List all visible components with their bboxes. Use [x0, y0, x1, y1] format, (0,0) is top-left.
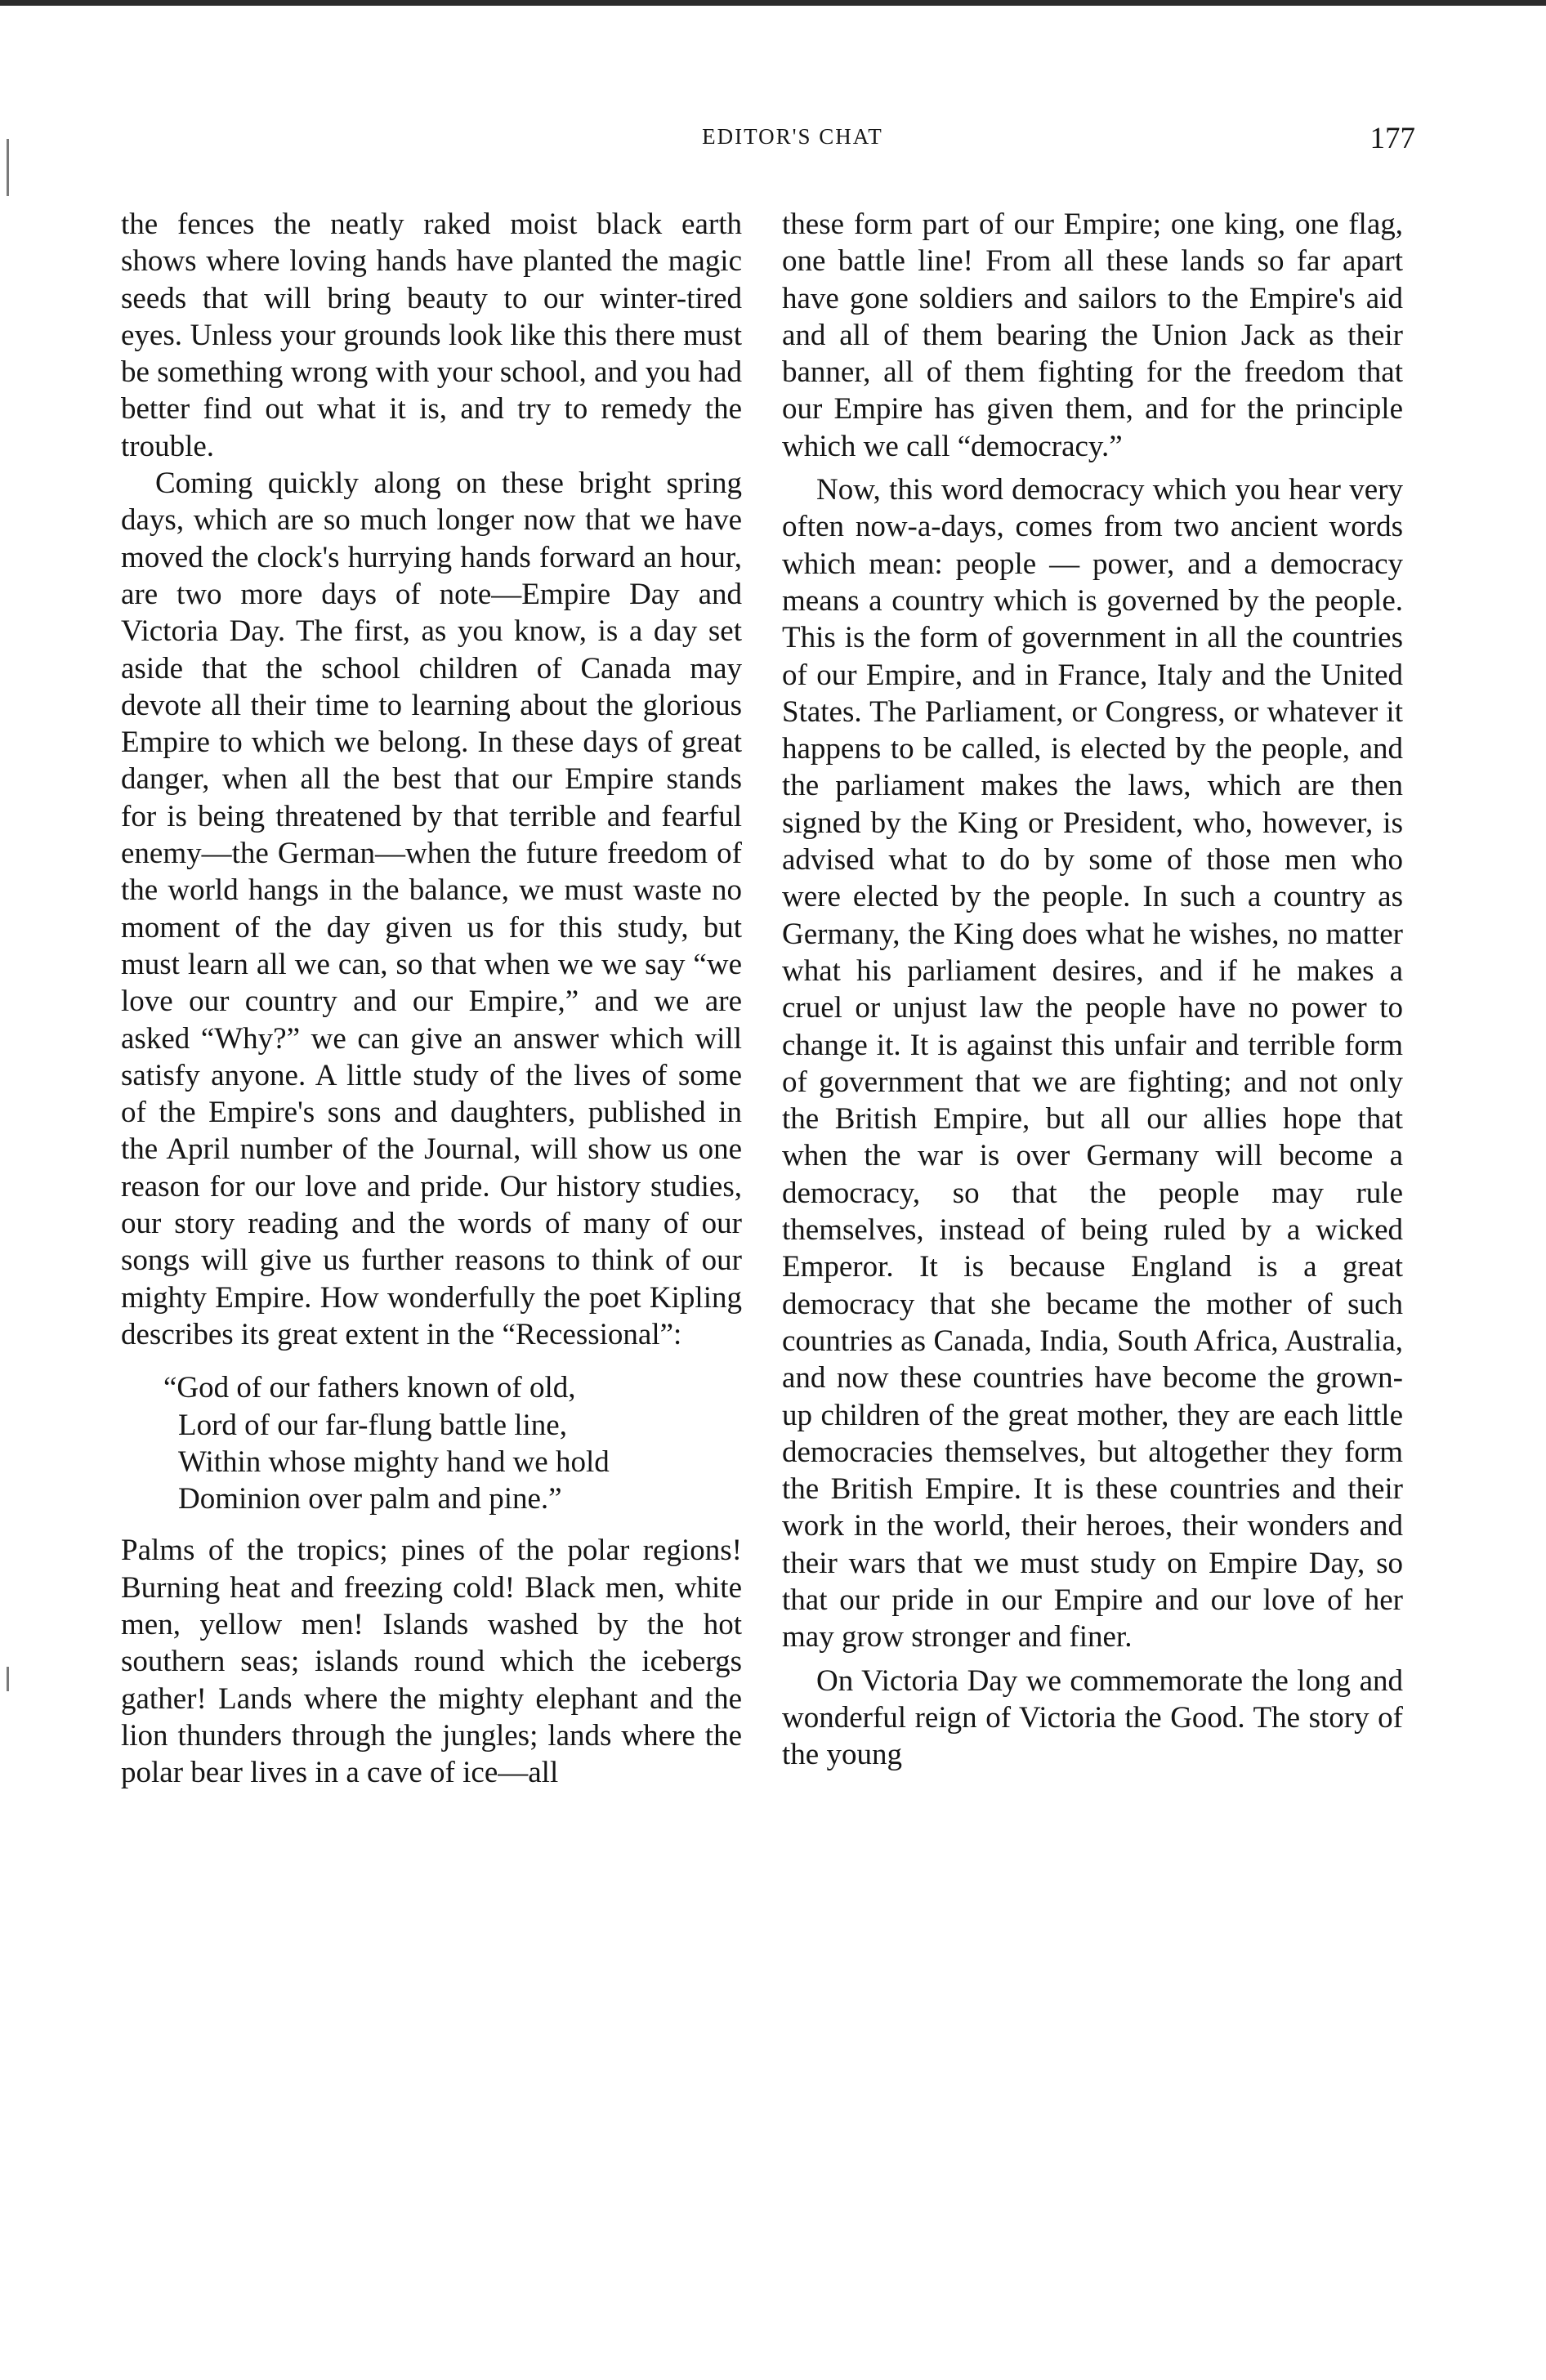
paragraph: Now, this word democracy which you hear very often now-a-days, comes from two ancient words which mean: people — power, and a democracy means a country which is governed by the people. This is the form of government in all the countries of our Empire, and in France, Italy and the United States. The Parliament, or Congress, or whatever it happens to be called, is elected by the people, and the parliament makes the laws, which are then signed by the King or President, who, however, is advised what to do by some of those men who were elected by the people. In such a country as Germany, the King does what he wishes, no matter what his parliament desires, and if he makes a cruel or unjust law the people have no power to change it. It is against this unfair and terrible form of government that we are fighting; and not only the British Empire, but all our allies hope that when the war is over Germany will become a democracy, so that the people may rule themselves, instead of being ruled by a wicked Emperor. It is because England is a great democracy that she became the mother of such countries as Canada, India, South Africa, Australia, and now these countries have become the grown-up children of the great mother, they are each little democracies themselves, but altogether they form the British Empire. It is these countries and their work in the world, their heroes, their wonders and their wars that we must study on Empire Day, so that our pride in our Empire and our love of her may grow stronger and finer. — [782, 473, 1403, 1654]
paragraph: Palms of the tropics; pines of the polar regions! Burning heat and freezing cold! Black men, white men, yellow men! Islands washed by the hot southern seas; islands round which the icebergs gather! Lands where the mighty elephant and the lion thunders through the jungles; lands where the polar bear lives in a cave of ice—all — [121, 1534, 742, 1790]
running-head: EDITOR'S CHAT — [702, 124, 883, 149]
poem-line: “God of our fathers known of old, — [163, 1371, 576, 1405]
top-border-rule — [0, 0, 1546, 6]
right-column — [782, 206, 1403, 1773]
scan-edge-mark — [7, 1667, 9, 1691]
paragraph: Coming quickly along on these bright spring days, which are so much longer now that we have moved the clock's hurrying hands forward an hour, are two more days of note—Empire Day and Victoria Day. The first, as you know, is a day set aside that the school children of Canada may devote all their time to learning about the glorious Empire to which we belong. In these days of great danger, when all the best that our Empire stands for is being threatened by that terrible and fearful enemy—the German—when the future freedom of the world hangs in the balance, we must waste no moment of the day given us for this study, but must learn all we can, so that when we we say “we love our country and our Empire,” and we are asked “Why?” we can give an answer which will satisfy anyone. A little study of the lives of some of the Empire's sons and daughters, published in the April number of the Journal, will show us one reason for our love and pride. Our history studies, our story reading and the words of many of our songs will give us further reasons to think of our mighty Empire. How wonderfully the poet Kipling describes its great extent in the “Recessional”: — [121, 467, 742, 1351]
page-number: 177 — [1370, 122, 1415, 155]
paragraph: these form part of our Empire; one king, one flag, one battle line! From all these lands so far apart have gone soldiers and sailors to the Empire's aid and all of them bearing the Union Jack as their banner, all of them fighting for the freedom that our Empire has given them, and for the principle which we call “democracy.” — [782, 208, 1403, 463]
paragraph: the fences the neatly raked moist black earth shows where loving hands have planted the magic seeds that will bring beauty to our winter-tired eyes. Unless your grounds look like this there must be something wrong with your school, and you had better find out what it is, and try to remedy the trouble. — [121, 208, 742, 463]
poem-line: Dominion over palm and pine.” — [178, 1482, 562, 1516]
poem-line: Within whose mighty hand we hold — [178, 1445, 610, 1479]
scan-edge-mark — [7, 139, 9, 196]
poem-line: Lord of our far-flung battle line, — [178, 1408, 567, 1442]
left-column — [121, 206, 742, 1791]
poem-quotation — [163, 1369, 742, 1517]
paragraph: On Victoria Day we commemorate the long and wonderful reign of Victoria the Good. The story of the young — [782, 1663, 1403, 1772]
